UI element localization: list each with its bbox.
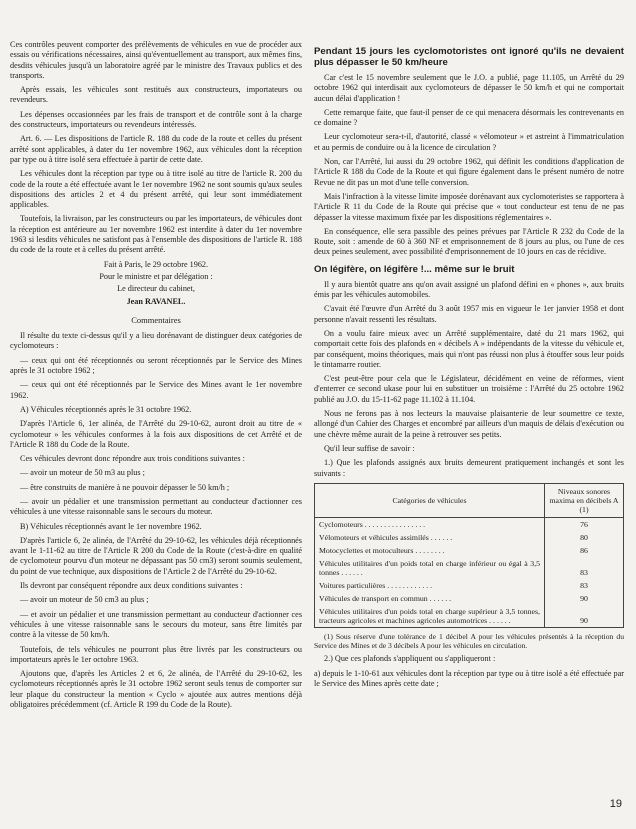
- paragraph: 1.) Que les plafonds assignés aux bruits demeurent pratiquement inchangés et sont les suivants :: [314, 458, 624, 478]
- paragraph: Toutefois, de tels véhicules ne pourront plus être livrés par les constructeurs ou importateurs après le 1er octobre 1963.: [10, 644, 302, 664]
- right-column: [314, 40, 624, 693]
- paragraph: Toutefois, la livraison, par les constructeurs ou par les importateurs, de véhicules dont la réception est antérieure au 1er novembre 1962 est interdite à dater du 1er novembre 1963 si lesdits véhicules ne satisfont pas à l'ensemble des dispositions de l'article R. 188 du code de la route et à celles du présent arrêté.: [10, 214, 302, 255]
- list-item: — et avoir un pédalier et une transmission permettant au conducteur d'actionner ces véhicules à une vitesse raisonnable sans le secours du moteur, sans être limités par contre à la vitesse de 50 km/h.: [10, 609, 302, 640]
- article-heading: Pendant 15 jours les cyclomotoristes ont ignoré qu'ils ne devaient plus dépasser le 50 km/heure: [314, 46, 624, 68]
- delegation-line: Pour le ministre et par délégation :: [99, 271, 213, 281]
- table-cell-level: 76: [545, 517, 624, 531]
- list-item: — être construits de manière à ne pouvoir dépasser le 50 km/h ;: [20, 482, 230, 492]
- paragraph: D'après l'Article 6, 1er alinéa, de l'Arrêté du 29-10-62, auront droit au titre de « cyclomoteur » les véhicules conformes à la fois aux dispositions de cet Arrêté et de l'Article R 188 du Code de la Route.: [10, 419, 302, 449]
- table-cell-category: Véhicules de transport en commun . . . . . .: [315, 592, 545, 605]
- table-cell-category: Voitures particulières . . . . . . . . . . . .: [315, 579, 545, 592]
- subheading: B) Véhicules réceptionnés avant le 1er novembre 1962.: [20, 521, 202, 531]
- paragraph: Nous ne ferons pas à nos lecteurs la mauvaise plaisanterie de leur soumettre ce texte, allongé d'un Cahier des Charges et encombré par ailleurs d'un maquis de délais d'exécution ou une chèvre même aurait de la peine à retrouver ses petits.: [314, 409, 624, 439]
- table-row: [315, 605, 624, 628]
- paragraph: En conséquence, elle sera passible des peines prévues par l'Article R 232 du Code de la Route, soit : amende de 60 à 360 NF et emprisonnement de 8 jours au plus, ou l'une de ces deux peines seulement, avec possibilité d'emprisonnement de 10 jours en cas de récidive.: [314, 226, 624, 257]
- article-heading: On légifère, on légifère !... même sur le bruit: [314, 263, 515, 275]
- table-cell-category: Véhicules utilitaires d'un poids total en charge inférieur ou égal à 3,5 tonnes . . . . . .: [315, 557, 545, 579]
- commentaires-heading: Commentaires: [131, 314, 181, 325]
- table-cell-category: Motocyclettes et motoculteurs . . . . . . . .: [315, 544, 545, 557]
- list-item: — ceux qui ont été réceptionnés ou seront réceptionnés par le Service des Mines après le 31 octobre 1962 ;: [10, 355, 302, 376]
- table-row: [315, 557, 624, 579]
- paragraph: Car c'est le 15 novembre seulement que le J.O. a publié, page 11.105, un Arrêté du 29 octobre 1962 qui interdisait aux cyclomoteurs de dépasser le 50 km/h et qui ne comportait aucun délai d'application !: [314, 73, 624, 103]
- table-cell-level: 80: [545, 531, 624, 544]
- table-cell-category: Véhicules utilitaires d'un poids total en charge supérieur à 3,5 tonnes, tracteurs agricoles et machines agricoles automotrices . . . . . .: [315, 605, 545, 628]
- table-row: [315, 517, 624, 531]
- paragraph: 2.) Que ces plafonds s'appliquent ou s'appliqueront :: [324, 654, 496, 664]
- page-number: 19: [609, 798, 622, 810]
- list-item: — avoir un pédalier et une transmission permettant au conducteur d'actionner ces véhicules à une vitesse raisonnable sans le secours du moteur.: [10, 496, 302, 517]
- paragraph: Il résulte du texte ci-dessus qu'il y a lieu dorénavant de distinguer deux catégories de cyclomoteurs :: [10, 331, 302, 351]
- subheading: A) Véhicules réceptionnés après le 31 octobre 1962.: [20, 404, 192, 414]
- paragraph: Après essais, les véhicules sont restitués aux constructeurs, importateurs ou revendeurs.: [10, 85, 302, 105]
- list-item: — avoir un moteur de 50 cm3 au plus ;: [20, 595, 149, 605]
- table-cell-level: 90: [545, 605, 624, 628]
- left-column: [10, 40, 302, 714]
- noise-level-table: [314, 483, 624, 628]
- paragraph: Les véhicules dont la réception par type ou à titre isolé au titre de l'article R. 200 du code de la route a été effectuée avant le 1er novembre 1962 ne sont soumis qu'aux seules dispositions des articles 2 et 4 du présent arrêté, qui leur sont immédiatement applicables.: [10, 169, 302, 210]
- paragraph: On a voulu faire mieux avec un Arrêté supplémentaire, daté du 21 mars 1962, qui comportait cette fois des plafonds en « décibels A » indépendants de la vitesse du véhicule et, par conséquent, moins théoriques, mais qui n'ont pas réussi non plus à étouffer sous leur poids le tintamarre routier.: [314, 328, 624, 369]
- paragraph: Les dépenses occasionnées par les frais de transport et de contrôle sont à la charge des constructeurs, importateurs ou revendeurs intéressés.: [10, 109, 302, 130]
- table-cell-level: 86: [545, 544, 624, 557]
- paragraph: Non, car l'Arrêté, lui aussi du 29 octobre 1962, qui définit les conditions d'application de l'Article R 188 du Code de la Route et qui figure également dans le présent numéro de notre Revue ne dit pas un mot d'une telle conversion.: [314, 157, 624, 187]
- director-title: Le directeur du cabinet,: [117, 284, 195, 294]
- table-cell-level: 90: [545, 592, 624, 605]
- paragraph: Cette remarque faite, que faut-il penser de ce qui menacera désormais les contrevenants en ce domaine ?: [314, 107, 624, 128]
- signature: Jean RAVANEL.: [126, 296, 186, 306]
- table-cell-category: Vélomoteurs et véhicules assimilés . . . . . .: [315, 531, 545, 544]
- list-item: — ceux qui ont été réceptionnés par le Service des Mines avant le 1er novembre 1962.: [10, 380, 302, 400]
- paragraph: a) depuis le 1-10-61 aux véhicules dont la réception par type ou à titre isolé a été effectuée par le Service des Mines après cette date ;: [314, 668, 624, 688]
- paragraph: D'après l'article 6, 2e alinéa, de l'Arrêté du 29-10-62, les véhicules déjà réceptionnés avant le 1-11-62 au titre de l'Article R 200 du Code de la Route (c'est-à-dire en qualité de cyclomoteur pourvu d'un moteur ne dépassant pas 50 cm3) seront soumis seulement, du point de vue technique, aux dispositions de l'Article 2 de l'Arrêté du 29-10-62.: [10, 535, 302, 576]
- table-header-category: Catégories de véhicules: [315, 483, 545, 517]
- table-cell-level: 83: [545, 557, 624, 579]
- paragraph: C'avait été l'œuvre d'un Arrêté du 3 août 1957 mis en vigueur le 1er janvier 1958 et dont personne n'avait ressenti les résultats.: [314, 304, 624, 324]
- paragraph: Ajoutons que, d'après les Articles 2 et 6, 2e alinéa, de l'Arrêté du 29-10-62, les cyclomoteurs réceptionnés après le 31 octobre 1962 seront seuls tenus de comporter sur leur plaque du constructeur la mention « Cyclo » ajoutée aux autres mentions déjà obligatoires précédemment (cf. Article R 199 du Code de la Route).: [10, 669, 302, 710]
- place-date: Fait à Paris, le 29 octobre 1962.: [103, 259, 209, 269]
- paragraph: Leur cyclomoteur sera-t-il, d'autorité, classé « vélomoteur » et astreint à l'immatriculation et au permis de conduire ou à la licence de circulation ?: [314, 132, 624, 152]
- table-row: [315, 592, 624, 605]
- table-row: [315, 579, 624, 592]
- list-item: — avoir un moteur de 50 m3 au plus ;: [20, 468, 145, 478]
- paragraph: Art. 6. — Les dispositions de l'article R. 188 du code de la route et celles du présent arrêté sont applicables, à dater du 1er novembre 1962, aux véhicules dont la réception par type ou à titre isolé sera effectuée à partir de cette date.: [10, 134, 302, 164]
- table-header-level: Niveaux sonores maxima en décibels A (1): [545, 483, 624, 517]
- table-row: [315, 544, 624, 557]
- paragraph: Mais l'infraction à la vitesse limite imposée dorénavant aux cyclomoteristes se rapportera à l'Article R 11 du Code de la Route qui précise que « tout conducteur est tenu de ne pas dépasser la vitesse maximum fixée par les dispositions réglementaires ».: [314, 191, 624, 222]
- table-cell-category: Cyclomoteurs . . . . . . . . . . . . . . . .: [315, 517, 545, 531]
- paragraph: Ils devront par conséquent répondre aux deux conditions suivantes :: [20, 581, 243, 591]
- table-footnote: (1) Sous réserve d'une tolérance de 1 décibel A pour les véhicules présentés à la réception du Service des Mines et de 3 décibels A pour les véhicules en circulation.: [314, 631, 624, 651]
- paragraph: Qu'il leur suffise de savoir :: [324, 443, 415, 453]
- table-cell-level: 83: [545, 579, 624, 592]
- paragraph: Ces véhicules devront donc répondre aux trois conditions suivantes :: [20, 454, 245, 464]
- paragraph: Ces contrôles peuvent comporter des prélèvements de véhicules en vue de procéder aux essais ou vérifications nécessaires, ainsi qu'éventuellement au transport, aux mêmes fins, desdits véhicules jusqu'à un laboratoire agréé par le ministre des Travaux publics et des transports.: [10, 40, 302, 80]
- paragraph: C'est peut-être pour cela que le Législateur, décidément en veine de réformes, vient d'enterrer ce second ukase pour lui en substituer un troisième : l'Arrêté du 25 octobre 1962 publié au J.O. du 15-11-62 page 11.102 à 11.104.: [314, 374, 624, 404]
- paragraph: Il y aura bientôt quatre ans qu'on avait assigné un plafond défini en « phones », aux bruits émis par les véhicules automobiles.: [314, 279, 624, 300]
- table-row: [315, 531, 624, 544]
